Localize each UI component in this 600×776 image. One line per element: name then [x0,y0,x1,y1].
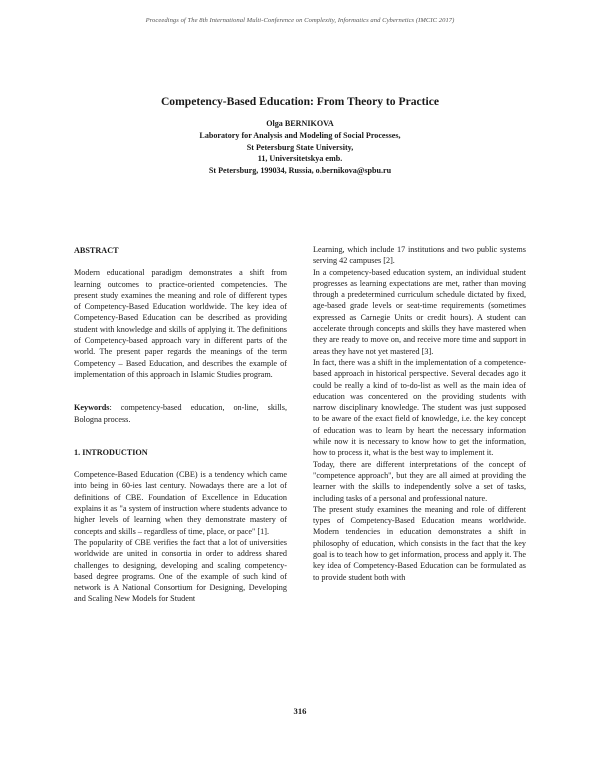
paper-title: Competency-Based Education: From Theory to Practice [160,95,440,108]
paragraph: Learning, which include 17 institutions and two public systems serving 42 campuses [2]. [313,245,526,266]
keywords [74,402,287,425]
left-column [74,245,287,605]
affiliation-line: 11, Universitetskya emb. [257,154,343,164]
paragraph: The present study examines the meaning and role of different types of Competency-Based Education means worldwide. Modern tendencies in education demonstrates a shift in philosophy of education, which consists in the fact that the key goal is to teach how to get information, process and apply it. The key idea of Competency-Based Education can be formulated as to provide student both with [313,504,526,582]
paragraph: In fact, there was a shift in the implementation of a competence-based approach in historical perspective. Several decades ago it could be really a kind of to-do-list as well as the main idea of education was concentered on the providing students with narrow disciplinary knowledge. The student was just supposed to be aware of the exact field of knowledge, i.e. the key concept of education was to learn by heart the necessary information while now it is necessary to know how to get the information, how to process it, what is the best way to implement it. [313,357,526,458]
author-block [0,118,600,177]
affiliation-line: St Petersburg State University, [246,142,354,152]
abstract-heading: ABSTRACT [74,246,119,255]
paragraph: In a competency-based education system, an individual student progresses as learning expectations are met, rather than moving through a predetermined curriculum schedule dictated by fixed, age-based grade levels or seat-time requirements (sometimes expressed as Carnegie Units or credit hours). A student can accelerate through concepts and skills they have mastered when they are ready to move on, and receive more time and support in areas they have not yet mastered [3]. [313,267,526,356]
author-name: Olga BERNIKOVA [266,119,334,128]
right-column [313,244,526,583]
paragraph: Today, there are different interpretations of the concept of "competence approach", but they are all aimed at providing the learner with the skills to independently solve a set of tasks, including tasks of a personal and professional nature. [313,459,526,503]
affiliation-line: St Petersburg, 199034, Russia, o.bernikova@spbu.ru [208,166,392,176]
keywords-label: Keywords [74,403,110,413]
paragraph: The popularity of CBE verifies the fact that a lot of universities worldwide are united in consortia in order to address shared challenges to designing, developing and scaling competency-based degree programs. One of the example of such kind of network is A National Consortium for Designing, Developing and Scaling New Models for Student [74,537,287,604]
running-header: Proceedings of The 8th International Multi-Conference on Complexity, Informatics and Cybernetics (IMCIC 2017) [145,17,455,24]
abstract-text: Modern educational paradigm demonstrates a shift from learning outcomes to practice-oriented competencies. The present study examines the meaning and role of different types of Competency-Based Education worldwide. The key idea of Competency-Based Education can be described as providing student with knowledge and skills of applying it. The definitions of Competency-based approach vary in different parts of the world. The present paper regards the meanings of the term Competency – Based Education, and describes the example of implementation of this approach in Islamic Studies program. [74,268,287,379]
introduction-heading: 1. INTRODUCTION [74,447,148,457]
affiliation-line: Laboratory for Analysis and Modeling of Social Processes, [199,130,401,140]
keywords-text: : competency-based education, on-line, skills, Bologna process. [74,403,287,424]
page-number: 316 [293,706,307,716]
paragraph: Competence-Based Education (CBE) is a tendency which came into being in 60-ies last century. Nowadays there are a lot of definitions of CBE. Foundation of Excellence in Education explains it as "a system of instruction where students advance to higher levels of learning when they demonstrate mastery of concepts and skills – regardless of time, place, or pace" [1]. [74,470,287,536]
